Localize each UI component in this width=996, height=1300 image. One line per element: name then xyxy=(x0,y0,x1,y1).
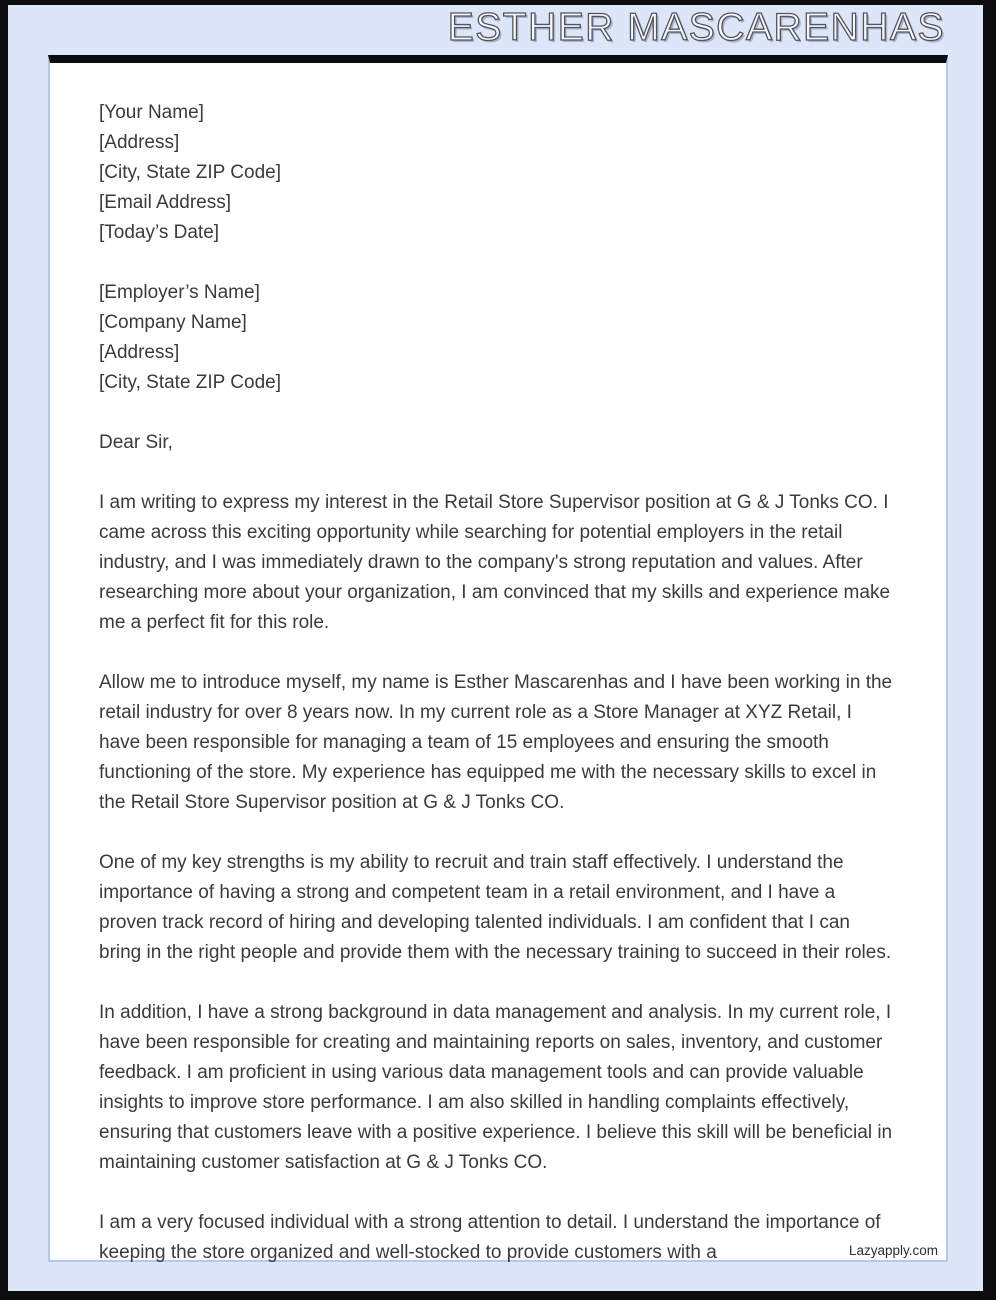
sender-name-line: [Your Name] xyxy=(99,102,204,123)
recipient-company-line: [Company Name] xyxy=(99,312,247,333)
recipient-address-block xyxy=(99,278,897,398)
paragraph-strengths: One of my key strengths is my ability to recruit and train staff effectively. I understand the importance of having a strong and competent team in a retail environment, and I have a proven track record of hiring and developing talented individuals. I am confident that I can bring in the right people and provide them with the necessary training to succeed in their roles. xyxy=(99,852,892,963)
salutation: Dear Sir, xyxy=(99,432,173,453)
recipient-address-line: [Address] xyxy=(99,342,180,363)
paragraph-data-skills: In addition, I have a strong background in data management and analysis. In my current role, I have been responsible for creating and maintaining reports on sales, inventory, and customer feedback. I am proficient in using various data management tools and can provide valuable insights to improve store performance. I am also skilled in handling complaints effectively, ensuring that customers leave with a positive experience. I believe this skill will be beneficial in maintaining customer satisfaction at G & J Tonks CO. xyxy=(99,1002,893,1173)
recipient-city-line: [City, State ZIP Code] xyxy=(99,372,281,393)
sender-email-line: [Email Address] xyxy=(99,192,231,213)
paragraph-background: Allow me to introduce myself, my name is Esther Mascarenhas and I have been working in the retail industry for over 8 years now. In my current role as a Store Manager at XYZ Retail, I have been responsible for managing a team of 15 employees and ensuring the smooth functioning of the store. My experience has equipped me with the necessary skills to excel in the Retail Store Supervisor position at G & J Tonks CO. xyxy=(99,672,893,813)
sender-date-line: [Today’s Date] xyxy=(99,222,220,243)
sender-address-line: [Address] xyxy=(99,132,180,153)
paragraph-focus: I am a very focused individual with a strong attention to detail. I understand the importance of keeping the store organized and well-stocked to provide customers with a xyxy=(99,1212,881,1263)
sender-city-line: [City, State ZIP Code] xyxy=(99,162,281,183)
paragraph-intro: I am writing to express my interest in the Retail Store Supervisor position at G & J Tonks CO. I came across this exciting opportunity while searching for potential employers in the retail industry, and I was immediately drawn to the company's strong reputation and values. After researching more about your organization, I am convinced that my skills and experience make me a perfect fit for this role. xyxy=(99,492,891,633)
letter-body xyxy=(50,63,946,1268)
letter-sheet xyxy=(48,55,948,1262)
page-title: ESTHER MASCARENHAS xyxy=(447,6,945,49)
recipient-name-line: [Employer’s Name] xyxy=(99,282,260,303)
lazyapply-watermark-link[interactable]: Lazyapply.com xyxy=(848,1243,938,1258)
sender-address-block xyxy=(99,98,897,248)
